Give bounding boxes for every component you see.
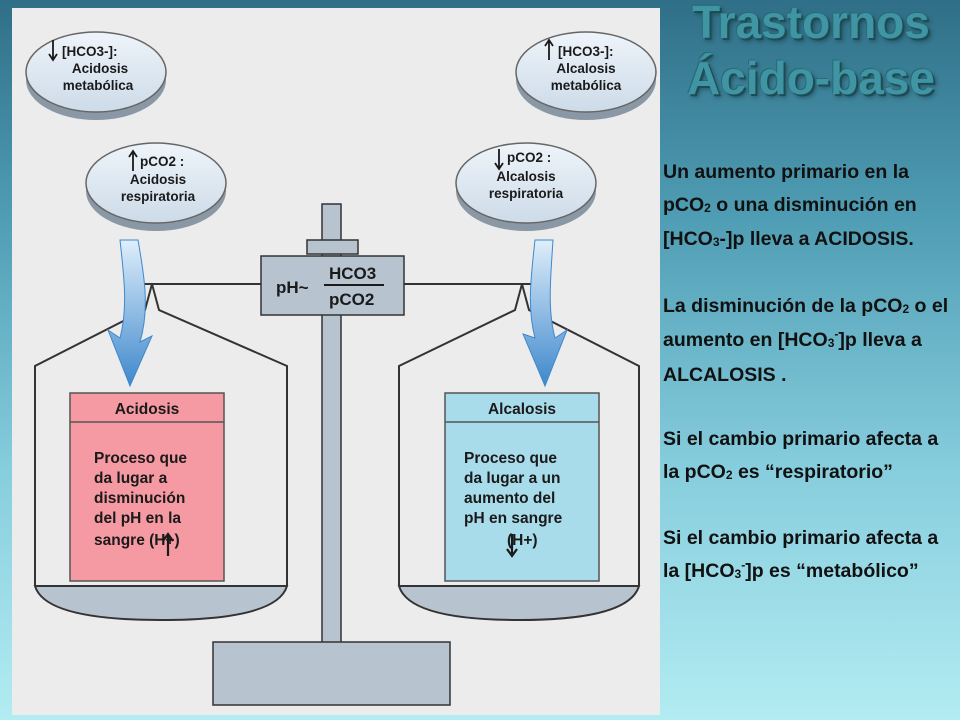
disc-ml-line2: respiratoria bbox=[120, 189, 196, 204]
disc-tr-line2: metabólica bbox=[550, 78, 622, 93]
disc-acidosis-metabolica bbox=[26, 32, 166, 120]
p1-sub: 2 bbox=[704, 200, 711, 215]
formula-lhs: pH~ bbox=[276, 278, 309, 297]
acidosis-line-4: del pH en la bbox=[94, 510, 181, 527]
explanation-paragraph-2 bbox=[663, 290, 957, 392]
p2-sub: 2 bbox=[902, 301, 910, 316]
p3-text-b: es “respiratorio” bbox=[732, 460, 893, 483]
formula-numerator: HCO3 bbox=[329, 264, 377, 283]
slide-title-line2: Ácido-base bbox=[687, 52, 935, 104]
left-pan bbox=[35, 586, 287, 620]
slide-title-line1: Trastornos bbox=[692, 0, 930, 48]
p1-text-b: o una disminución en [HCO bbox=[663, 193, 917, 250]
p2-sub2: 3 bbox=[827, 336, 835, 350]
scale-base bbox=[213, 642, 450, 705]
formula-denominator: pCO2 bbox=[329, 290, 375, 309]
acidosis-line-1: Proceso que bbox=[94, 450, 188, 467]
disc-mr-line1: Alcalosis bbox=[496, 169, 556, 184]
balance-scale-diagram bbox=[12, 8, 660, 715]
disc-acidosis-respiratoria bbox=[86, 143, 226, 231]
scale-pillar-cap bbox=[307, 240, 358, 254]
alcalosis-line-1: Proceso que bbox=[464, 450, 558, 467]
curved-arrow-icon-left bbox=[108, 240, 152, 386]
explanation-paragraph-1 bbox=[663, 156, 957, 258]
acidosis-line-5: sangre (H+) bbox=[94, 532, 180, 549]
p3-text-a: Si el cambio primario afecta a la pCO bbox=[663, 428, 939, 483]
explanation-paragraph-4 bbox=[663, 522, 957, 589]
disc-mr-symbol: pCO2 : bbox=[507, 150, 552, 165]
disc-ml-line1: Acidosis bbox=[129, 172, 187, 187]
acidosis-line-2: da lugar a bbox=[94, 470, 168, 487]
explanation-text bbox=[663, 156, 957, 621]
disc-tr-symbol: [HCO3-]: bbox=[558, 44, 614, 59]
p2-text-c: ]p lleva a ALCALOSIS . bbox=[663, 329, 922, 386]
p4-sup: - bbox=[741, 557, 746, 572]
disc-alcalosis-respiratoria bbox=[456, 143, 596, 231]
p1-text-a: Un aumento primario en la pCO bbox=[663, 161, 909, 216]
alcalosis-line-2: da lugar a un bbox=[464, 470, 561, 487]
p3-sub: 2 bbox=[725, 467, 733, 482]
disc-tl-symbol: [HCO3-]: bbox=[62, 44, 118, 59]
disc-tl-line2: metabólica bbox=[62, 78, 134, 93]
p4-sub: 3 bbox=[734, 566, 742, 581]
p2-text-a: La disminución de la pCO bbox=[663, 294, 903, 317]
alcalosis-box-title: Alcalosis bbox=[487, 401, 557, 418]
p4-text-a: Si el cambio primario afecta a la [HCO bbox=[663, 527, 939, 582]
right-pan bbox=[399, 586, 639, 620]
alcalosis-line-3: aumento del bbox=[464, 490, 556, 507]
disc-mr-line2: respiratoria bbox=[488, 186, 564, 201]
alcalosis-box bbox=[445, 393, 599, 581]
alcalosis-line-5: (H+) bbox=[507, 532, 538, 549]
alcalosis-line-4: pH en sangre bbox=[464, 510, 563, 527]
disc-alcalosis-metabolica bbox=[516, 32, 656, 120]
diagram-panel bbox=[12, 8, 660, 715]
curved-arrow-icon-right bbox=[523, 240, 567, 386]
p2-sup: - bbox=[834, 327, 839, 341]
acidosis-box-title: Acidosis bbox=[114, 401, 180, 418]
p1-text-c: -]p lleva a ACIDOSIS. bbox=[719, 228, 914, 250]
disc-ml-symbol: pCO2 : bbox=[140, 154, 185, 169]
acidosis-line-3: disminución bbox=[94, 490, 186, 507]
p2-text-b: o el aumento en [HCO bbox=[663, 294, 949, 351]
disc-tl-line1: Acidosis bbox=[71, 61, 129, 76]
explanation-paragraph-3 bbox=[663, 423, 957, 490]
acidosis-box bbox=[70, 393, 224, 581]
p1-sub2: 3 bbox=[712, 235, 720, 249]
slide-title bbox=[666, 0, 956, 106]
disc-tr-line1: Alcalosis bbox=[556, 61, 616, 76]
p4-text-b: ]p es “metabólico” bbox=[745, 559, 919, 582]
